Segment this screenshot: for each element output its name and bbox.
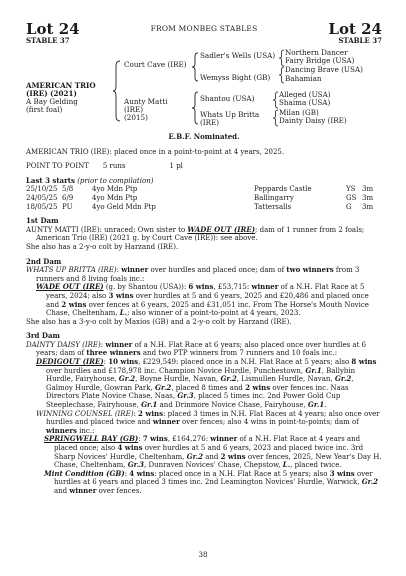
dam-dam: Whats Up Britta xyxy=(200,110,260,119)
last-start-row xyxy=(26,185,382,194)
point-to-point-record xyxy=(26,162,382,171)
lot-number-right: Lot 24 xyxy=(328,20,382,38)
stable-left: STABLE 37 xyxy=(26,36,70,45)
sire-sire: Sadler's Wells (USA) xyxy=(200,51,276,60)
horse-description: A Bay Gelding xyxy=(26,97,78,106)
ptp-placed: 1 pl xyxy=(169,162,183,171)
pedigree-table xyxy=(26,48,382,130)
sd-dam: Bahamian xyxy=(285,74,322,83)
last-starts-heading: Last 3 starts (prior to compilation) xyxy=(26,175,154,185)
lot-header xyxy=(26,22,382,44)
last-start-pos: 6/9 xyxy=(62,193,74,202)
dam-year: (2015) xyxy=(124,113,148,122)
dam1-foal: American Trio (IRE) (2021 g. by Court Cave (IRE)): see above. xyxy=(36,234,258,243)
dam3-produce-mint-condition: Mint Condition (GB): 4 wins: placed once in a N.H. Flat Race at 5 years; also 3 wins over hurdles at 6 years and placed 3 times inc. 2nd Leamington Novices' Hurdle, Warwick, Gr.2 and winner over fences. xyxy=(44,468,379,495)
dam-country: (IRE) xyxy=(124,105,144,114)
dam3-text: DAINTY DAISY (IRE): winner of a N.H. Flat Race at 6 years; also placed once over hurdles at 6 years; dam of three winners and two PTP winners from 7 runners and 10 foals inc.: xyxy=(26,339,367,358)
ss-dam: Fairy Bridge (USA) xyxy=(285,56,355,65)
brace-dam xyxy=(192,91,199,125)
ebf-nominated: E.B.F. Nominated. xyxy=(168,132,240,141)
last-start-race: 4yo Geld Mdn Ptp xyxy=(92,202,156,211)
ptp-runs: 5 runs xyxy=(102,162,126,171)
last-start-going: YS xyxy=(346,185,356,194)
last-start-course: Peppards Castle xyxy=(254,185,312,194)
dam3-heading: 3rd Dam xyxy=(26,331,60,341)
brace-main xyxy=(113,60,121,122)
ds-dam: Shaima (USA) xyxy=(279,98,331,107)
dam2-other: She also has a 3-y-o colt by Maxios (GB) and a 2-y-o colt by Harzand (IRE). xyxy=(26,317,292,326)
last-start-race: 4yo Mdn Ptp xyxy=(92,185,138,194)
ptp-label: POINT TO POINT xyxy=(26,162,89,171)
last-start-dist: 3m xyxy=(362,193,374,202)
dd-sire: Milan (GB) xyxy=(279,108,319,117)
last-start-date: 24/05/25 xyxy=(26,193,58,202)
sire-dam: Wemyss Bight (GB) xyxy=(200,73,271,82)
last-start-dist: 3m xyxy=(362,202,374,211)
dam1-text: AUNTY MATTI (IRE): unraced; Own sister to WADE OUT (IRE); dam of 1 runner from 2 foals; xyxy=(26,224,365,234)
dam1-other: She also has a 2-y-o colt by Harzand (IRE). xyxy=(26,242,179,251)
dam-dam-country: (IRE) xyxy=(200,118,220,127)
last-start-going: GS xyxy=(346,193,357,202)
catalogue-page xyxy=(26,22,382,496)
lot-number-left: Lot 24 xyxy=(26,20,80,38)
last-start-row xyxy=(26,194,382,203)
last-start-course: Ballingarry xyxy=(254,193,294,202)
brace-sire xyxy=(192,52,199,82)
last-start-dist: 3m xyxy=(362,185,374,194)
page-number: 38 xyxy=(198,551,208,559)
dam2-produce-wade-out: WADE OUT (IRE) (g. by Shantou (USA)): 6 wins, £53,715: winner of a N.H. Flat Race at 5 years, 2024; also 3 wins over hurdles at 5 and 6 years, 2025 and £20,486 and placed once and 2 wins over fences at 6 years, 2025 and £31,051 inc. From The Horse's Mouth Novice Chase, Cheltenham, L.; also winner of a point-to-point at 4 years, 2023. xyxy=(36,282,369,318)
dam-sire: Shantou (USA) xyxy=(200,94,255,103)
dam1-heading: 1st Dam xyxy=(26,216,59,226)
dam2-text: WHATS UP BRITTA (IRE): winner over hurdles and placed once; dam of two winners from 3 runners and 8 living foals inc.: xyxy=(26,265,360,283)
dam2-heading: 2nd Dam xyxy=(26,256,62,266)
dam-name: Aunty Matti xyxy=(124,97,168,106)
sd-sire: Dancing Brave (USA) xyxy=(285,65,363,74)
horse-name: AMERICAN TRIO xyxy=(26,81,96,90)
dam3-produce-springwell-bay: SPRINGWELL BAY (GB): 7 wins, £164,276: winner of a N.H. Flat Race at 4 years and placed once; also 4 wins over hurdles at 5 and 6 years, 2023 and placed twice inc. 3rd Sharp Novices' Hurdle, Cheltenham, Gr.2 and 2 wins over fences, 2025, New Year's Day H. Chase, Cheltenham, Gr.3, Dunraven Novices' Chase, Chepstow, L., placed twice. xyxy=(44,434,382,470)
last-start-row xyxy=(26,203,382,212)
stable-right: STABLE 37 xyxy=(338,36,382,45)
consignor: FROM MONBEG STABLES xyxy=(150,24,258,33)
last-start-going: G xyxy=(346,202,352,211)
foal-note: (first foal) xyxy=(26,105,63,114)
last-start-pos: 5/8 xyxy=(62,185,74,194)
dam3-produce-winning-counsel: WINNING COUNSEL (IRE): 2 wins: placed 3 times in N.H. Flat Races at 4 years; also once over hurdles and placed twice and winner over fences; also 4 wins in point-to-points; dam of winners inc.: xyxy=(36,408,380,435)
last-starts-table xyxy=(26,185,382,211)
last-start-course: Tattersalls xyxy=(254,202,292,211)
dam3-produce-dedigout: DEDIGOUT (IRE): 10 wins, £229,549: placed once in a N.H. Flat Race at 5 years; also 8 wins over hurdles and £178,978 inc. Champion Novice Hurdle, Punchestown, Gr.1, Ballybin Hurdle, Fairyhouse, Gr.2, Boyne Hurdle, Navan, Gr.2, Lismullen Hurdle, Navan, Gr.2, Galmoy Hurdle, Gowran Park, Gr.2, placed 8 times and 2 wins over fences inc. Naas Directors Plate Novice Chase, Naas, Gr.3, placed 5 times inc. 2nd Power Gold Cup Steeplechase, Fairyhouse, Gr.1 and Drinmore Novice Chase, Fairyhouse, Gr.1. xyxy=(36,357,377,410)
dd-dam: Dainty Daisy (IRE) xyxy=(279,116,347,125)
last-start-date: 25/10/25 xyxy=(26,185,58,194)
ss-sire: Northern Dancer xyxy=(285,48,348,57)
horse-summary: AMERICAN TRIO (IRE): placed once in a point-to-point at 4 years, 2025. xyxy=(26,147,285,156)
ds-sire: Alleged (USA) xyxy=(279,90,331,99)
sire: Court Cave (IRE) xyxy=(124,60,187,69)
last-start-race: 4yo Mdn Ptp xyxy=(92,193,138,202)
horse-year: (IRE) (2021) xyxy=(26,89,77,98)
last-start-pos: PU xyxy=(62,202,73,211)
last-start-date: 18/05/25 xyxy=(26,202,58,211)
